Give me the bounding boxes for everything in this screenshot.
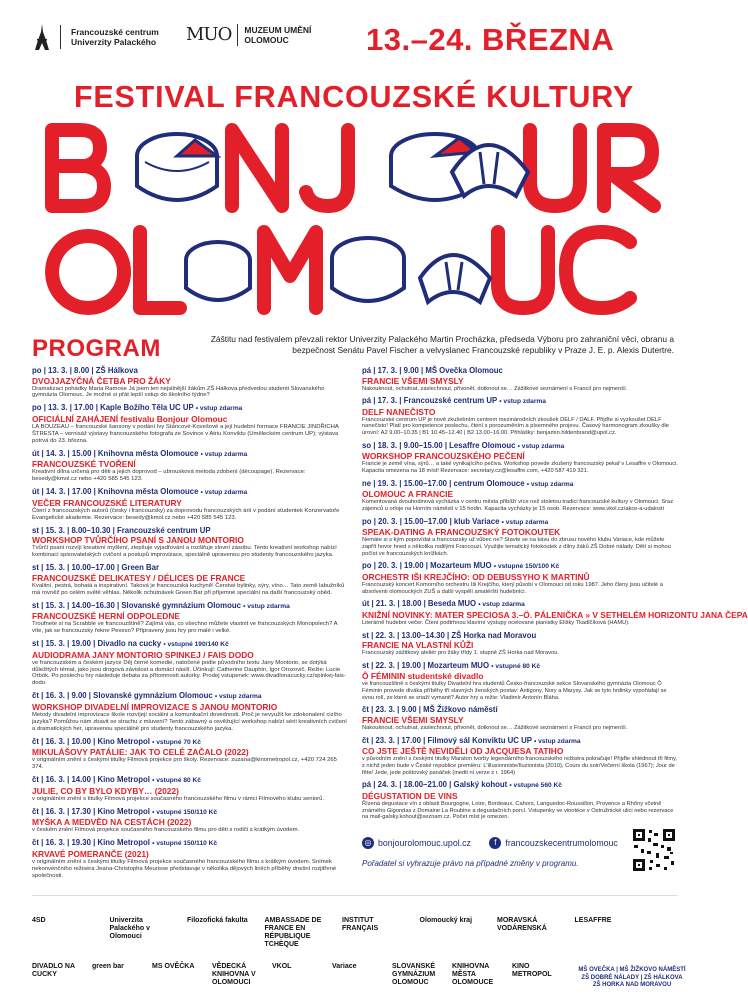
partner-schools: MŠ OVEČKA | MŠ ŽIŽKOVO NÁMĚSTÍ ZŠ DOBRÉ NÁLADY | ZŠ HÁLKOVA ZŠ HORKA NAD MORAVOU <box>578 967 686 988</box>
event-when-where <box>32 563 350 573</box>
event-title: WORKSHOP TVŮRČÍHO PSANÍ S JANOU MONTORIO <box>32 535 244 546</box>
event-description: Francouzské centrum UP je nově zkušebním centrem mezinárodních zkoušek DELF / DALF. Přijďte si vyzkoušet DELF nanečisto! Platí pro kompetence poslechu, čtení s porozuměním a písemného projevu. Časový harmonogram zkoušky dle úrovní: A2 9.00–10.35 | B1 10.45–12.40 | B2 13.00–16.00. Přihlášky: benjamin.hildenbrand@upol.cz. <box>362 416 669 437</box>
partner-logo: MORAVSKÁ VODÁRENSKÁ <box>497 917 547 932</box>
partner-logo: Variace <box>332 963 357 970</box>
event-admission: • vstupné 80 Kč <box>152 777 201 785</box>
event-when-where <box>32 775 350 786</box>
partner-logo: INSTITUT FRANÇAIS <box>342 917 379 932</box>
facebook-icon: f <box>489 837 501 849</box>
partner-logo: green bar <box>92 963 124 970</box>
event-when-where <box>362 396 680 407</box>
bonjour-olomouc-wordmark <box>30 116 680 316</box>
facebook-link[interactable] <box>489 837 617 849</box>
partner-logo: Univerzita Palackého v Olomouci <box>109 917 150 940</box>
muo-logo <box>186 24 311 46</box>
event-datetime-venue: út | 14. 3. | 17.00 | Knihovna města Olomouce <box>32 487 199 497</box>
event-description: Nakouknout, ochutnat, zaslechnout, přivonět, dotknout se… Zážitkové seznámení s Francií pro nejmenší. <box>362 385 628 392</box>
event-title: OLOMOUC A FRANCIE <box>362 489 454 500</box>
event-when-where <box>362 736 680 747</box>
event-title: MIKULÁŠOVY PATÁLIE: JAK TO CELÉ ZAČALO (2022) <box>32 747 249 758</box>
patronage-statement: Záštitu nad festivalem převzali rektor Univerzity Palackého Martin Procházka, předseda Výboru pro zahraniční věci, obranu a bezpečnost Senátu Pavel Fischer a velvyslanec Francouzské republiky v Praze J. E. p. Alexis Dutertre. <box>210 334 674 355</box>
event-datetime-venue: so | 18. 3. | 9.00–15.00 | Lesaffre Olomouc <box>362 440 516 450</box>
event-admission: • vstupné 70 Kč <box>152 738 201 746</box>
program-event <box>362 661 680 702</box>
partner-logo: AMBASSADE DE FRANCE EN RÉPUBLIQUE TCHÈQUE <box>264 917 322 948</box>
eiffel-tower-icon <box>34 24 50 50</box>
program-event <box>32 807 350 834</box>
event-title: SPEAK-DATING A FRANCOUZSKÝ FOTOKOUTEK <box>362 527 561 538</box>
muo-name: MUZEUM UMĚNÍ OLOMOUC <box>244 25 312 45</box>
event-description: v originálním znění s českými titulky Filmová projekce současného francouzského filmu s krátkým úvodem. Snímek nekonvenčního režiséra Jeana-Christopha Meurisse představuje v několika dějových liniích příběhy dnešní rozjitřené společnosti. <box>32 858 337 879</box>
program-event <box>362 736 680 777</box>
partners-divider <box>32 895 677 896</box>
event-description: Francouzský koncert Komorního orchestru Iši Krejčího, který působí v Olomouci od roku 1987. Jeho členy jsou učitelé a absolventi olomouckých ZUŠ a další vyspělí amatérští hudebníci. <box>362 581 663 595</box>
event-when-where <box>32 691 350 702</box>
event-datetime-venue: čt | 16. 3. | 14.00 | Kino Metropol <box>32 775 150 785</box>
partner-logo: LESAFFRE <box>574 917 612 924</box>
event-when-where <box>362 631 680 641</box>
event-datetime-venue: st | 15. 3. | 10.00–17.00 | Green Bar <box>32 563 160 573</box>
event-description: v původním znění s českými titulky Maraton tvorby legendárního francouzského režiséra pokračuje! Přijďte shlédnout tři filmy, z nichž jeden bude v České republice premiéru: L'illusionniste/Iluzionista (2010), Cours du soir/Večerní škola (1967); Jour de fête/ Jede, jede poštovský panáček (inedit ní verze z r. 1964) <box>362 756 678 776</box>
globe-icon: ◎ <box>362 837 374 849</box>
partner-logo: DIVADLO NA CUCKY <box>32 963 75 978</box>
event-when-where <box>362 441 680 452</box>
event-datetime-venue: čt | 16. 3. | 10.00 | Kino Metropol <box>32 736 150 746</box>
event-description: Francie je země vína, sýrů… a také vynikajícího pečiva. Workshop povede zkušený francouzský pekař v Lesaffre v Olomouci. Kapacita omezena na 18 míst! Rezervace: secretary.cz@lesaffre.com, +420 587 419 321. <box>362 461 678 475</box>
event-title: FRANCOUZSKÉ HERNÍ ODPOLEDNE <box>32 611 180 622</box>
partner-logo: MS OVĚČKA <box>152 963 195 970</box>
event-title: WORKSHOP DIVADELNÍ IMPROVIZACE S JANOU MONTORIO <box>32 701 278 712</box>
event-title: CO JSTE JEŠTĚ NEVIDĚLI OD JACQUESA TATIHO <box>362 746 564 757</box>
upol-centre-name: Francouzské centrum Univerzity Palackého <box>71 27 159 47</box>
event-title: ORCHESTR IŠI KREJČÍHO: OD DEBUSSYHO K MARTINŮ <box>362 571 590 582</box>
event-when-where <box>32 403 350 414</box>
event-datetime-venue: čt | 16. 3. | 19.30 | Kino Metropol <box>32 838 150 848</box>
partner-logo: VĚDECKÁ KNIHOVNA V OLOMOUCI <box>212 963 256 986</box>
event-datetime-venue: po | 13. 3. | 17.00 | Kaple Božího Těla UC UP <box>32 403 194 413</box>
logo-divider <box>237 24 238 46</box>
program-event <box>32 775 350 802</box>
partner-logo: Olomoucký kraj <box>419 917 473 924</box>
event-title: KRVAVÉ POMERANČE (2021) <box>32 848 149 859</box>
program-event <box>362 366 680 392</box>
event-description: Literárně hudební večer. Čtení podtrhnou klavírní výstupy ocelované pianistky Elišky Tkadlčíková (HAMU). <box>362 619 630 626</box>
partner-logos <box>0 895 707 1000</box>
event-when-where <box>32 601 350 612</box>
event-when-where <box>362 479 680 490</box>
event-datetime-venue: po | 20. 3. | 19.00 | Mozarteum MUO <box>362 561 492 571</box>
event-datetime-venue: st | 22. 3. | 19.00 | Mozarteum MUO <box>362 660 490 670</box>
program-event <box>362 517 680 558</box>
event-datetime-venue: čt | 23. 3. | 17.00 | Filmový sál Konviktu UC UP <box>362 735 532 745</box>
event-admission: • vstup zdarma <box>526 480 574 488</box>
event-datetime-venue: pá | 24. 3. | 18.00–21.00 | Galský kohout <box>362 780 508 790</box>
event-title: FRANCIE VŠEMI SMYSLY <box>362 714 464 725</box>
event-when-where <box>32 737 350 748</box>
event-admission: • vstupné 150/110 Kč <box>152 808 218 816</box>
event-description: Francouzský zážitkový ateliér pro žáky třídy 1. stupně ZŠ Horka nad Moravou. <box>362 650 559 657</box>
event-datetime-venue: ne | 19. 3. | 15.00–17.00 | centrum Olomouce <box>362 478 525 488</box>
event-title: FRANCIE VŠEMI SMYSLY <box>362 375 464 386</box>
event-datetime-venue: st | 15. 3. | 19.00 | Divadlo na cucky <box>32 639 162 649</box>
event-title: VEČER FRANCOUZSKÉ LITERATURY <box>32 497 182 508</box>
program-column-left <box>32 366 350 884</box>
event-datetime-venue: út | 14. 3. | 15.00 | Knihovna města Olomouce <box>32 448 199 458</box>
event-datetime-venue: čt | 23. 3. | 9.00 | MŠ Žižkovo náměstí <box>362 705 498 715</box>
event-title: KNIŽNÍ NOVINKY: MATER SPECIOSA 3.–Ö. PÁLENIČKA » V SETHELÉM HORIZONTU JANA ČEPA <box>362 609 748 620</box>
event-admission: • vstup zdarma <box>214 693 262 701</box>
qr-code[interactable] <box>631 827 677 873</box>
cheese-wheel-icons <box>137 134 528 302</box>
program-event <box>362 396 680 437</box>
partner-logo: 4SD <box>32 917 46 924</box>
event-datetime-venue: čt | 16. 3. | 17.30 | Kino Metropol <box>32 806 150 816</box>
event-admission: • vstup zdarma <box>243 602 290 610</box>
event-admission: • vstup zdarma <box>517 442 565 450</box>
event-datetime-venue: pá | 17. 3. | Francouzské centrum UP <box>362 396 498 406</box>
event-title: AUDIODRAMA JANY MONTORIO SPINKEJ / FAIS DODO <box>32 649 254 660</box>
event-when-where <box>362 599 680 610</box>
partner-logo: Filozofická fakulta <box>187 917 248 924</box>
event-when-where <box>32 838 350 849</box>
program-event <box>362 561 680 595</box>
website-link[interactable] <box>362 837 471 849</box>
program-event <box>362 479 680 513</box>
event-datetime-venue: st | 15. 3. | 14.00–16.30 | Slovanské gymnázium Olomouc <box>32 600 241 610</box>
event-description: Nakouknout, ochutnat, zaslechnout, přivonět, dotknout se… Zážitkové seznámení s Francií pro nejmenší. <box>362 724 628 731</box>
event-description: v originálním znění s titulky Filmová projekce současného francouzského filmu v rámci Filmového klubu seniorů. <box>32 795 325 802</box>
event-description: Troufnete si na Scrabble ve francouzštině? Zajímá vás, co všechno můžete vlastnit ve francouzských Monopolech? A víte, jak se francouzsky řekne Pexeso? Připraveny jsou hry pro malé i velké. <box>32 621 338 635</box>
event-title: WORKSHOP FRANCOUZSKÉHO PEČENÍ <box>362 451 525 462</box>
partner-logo: SLOVANSKÉ GYMNÁZIUM OLOMOUC <box>392 963 436 986</box>
event-admission: • vstup zdarma <box>200 450 248 458</box>
event-title: Ô FÉMININ studentské divadlo <box>362 671 484 682</box>
event-title: FRANCOUZSKÉ DELIKATESY / DÉLICES DE FRANCE <box>32 572 246 583</box>
event-description: Čtení z francouzských autorů (česky i francouzsky) za doprovodu francouzských árií v podání studentek Konzervatoře Evangelické akademie. Rezervace: besedy@kmol.cz nebo +420 585 545 123. <box>32 507 340 521</box>
event-datetime-venue: st | 22. 3. | 13.00–14.30 | ZŠ Horka nad Moravou <box>362 630 537 640</box>
event-title: FRANCIE NA VLASTNÍ KŮŽI <box>362 640 474 651</box>
event-when-where <box>32 449 350 460</box>
event-when-where <box>362 561 680 572</box>
event-description: Řízená degustace vín z oblasti Bourgogne, Loire, Bordeaux, Cahors, Languedoc-Roussillon, Provence a Rhôny včetně známého Gigondas z Domaine La Roubine a degustačních porcí. Vstupenky ve vinotéce v Ostružnické ulici nebo rezervace na mail-galsky.kohout@seznam.cz. Počet míst je omezen. <box>362 800 674 821</box>
event-admission: • vstupné 560 Kč <box>509 782 562 790</box>
event-description: Kreativní dílna určená pro děti a jejich doprovod – ubrousková metoda zdobení (découpage). Rezervace: besedy@kmol.cz nebo +420 585 545 123. <box>32 469 306 483</box>
event-admission: • vstupné 150/100 Kč <box>493 563 560 571</box>
event-when-where <box>362 366 680 376</box>
logo-divider <box>60 25 61 49</box>
event-when-where <box>32 526 350 536</box>
muo-logo-mark: MUO <box>186 24 232 45</box>
event-when-where <box>362 517 680 528</box>
event-datetime-venue: po | 13. 3. | 8.00 | ZŠ Hálkova <box>32 366 138 375</box>
program-event <box>32 449 350 483</box>
program-event <box>32 366 350 399</box>
event-datetime-venue: po | 20. 3. | 15.00–17.00 | klub Variace <box>362 516 500 526</box>
event-description: Metody divadelní improvizace škole rozvíjejí sociální a komunikační dovednosti. Proč je nevyužít ke zdokonalení cizího jazyka? Pomůžou nám zbavit se strachu z mluvení? Tento zábavný a osvěžující workshop nabízí sérii kreativních cvičení a dramatických her, upravenou speciálně pro studenty francouzského jazyka. <box>32 711 347 732</box>
event-description: Nemáte si s kým popovídat a francouzsky už vůbec ne? Stavte se na kávu do zbrusu nového klubu Variace, kde můžete zapřít hovor hned s několika rodilými Francouzi. Využijte tematický fotokoutek z dílny žáků ZŠ Dobré nálady. Dětí si mohou počíst ve francouzských knížkách. <box>362 537 671 557</box>
program-change-disclaimer: Pořadatel si vyhrazuje právo na případné změny v programu. <box>362 859 579 868</box>
program-column-right <box>362 366 748 825</box>
event-when-where <box>32 807 350 818</box>
event-description: LA BOUZEAU – francouzské šansony v podání Ivy Stáncové-Kovešové a její hudební formace FRANCIE JINDŘICHA ŠTRESTA – vernisáž výstavy francouzského fotografa ze Sovince v Atriu Konviktu (Uměleckém centrum UP); výstava potrvá do 23. března. <box>32 423 339 444</box>
program-event <box>362 705 680 731</box>
program-event <box>32 838 350 879</box>
event-datetime-venue: út | 21. 3. | 18.00 | Beseda MUO <box>362 599 477 609</box>
event-title: DÉGUSTATION DE VINS <box>362 790 458 801</box>
event-admission: • vstup zdarma <box>478 601 525 609</box>
partner-logo: KINO METROPOL <box>512 963 552 978</box>
event-when-where <box>362 661 680 672</box>
event-datetime-venue: pá | 17. 3. | 9.00 | MŠ Ovečka Olomouc <box>362 366 503 375</box>
festival-title: FESTIVAL FRANCOUZSKÉ KULTURY <box>73 80 635 114</box>
event-admission: • vstup zdarma <box>533 737 581 745</box>
event-admission: • vstup zdarma <box>499 398 546 406</box>
event-admission: • vstup zdarma <box>501 518 549 526</box>
event-title: MYŠKA A MEDVĚD NA CESTÁCH (2022) <box>32 817 192 828</box>
event-admission: • vstup zdarma <box>195 405 243 413</box>
event-description: Kvalitní, pestrá, bohatá a inspirativní. Taková je francouzská kuchyně! Čerstvé bylinky, sýry, víno… Tato země labužníků má rovněž po celém světě věhlas. Několik ochutnávek Green Bar při příjemné speciální na další francouzský oběd. <box>32 582 345 596</box>
event-description: v originálním znění s českými titulky Filmová projekce pro školy. Rezervace: zuzana@kinometropol.cz, +420 724 265 374. <box>32 757 337 771</box>
festival-dates: 13.–24. BŘEZNA <box>366 22 615 57</box>
event-when-where <box>32 639 350 650</box>
event-when-where <box>32 487 350 498</box>
partner-logo: VKOL <box>272 963 292 970</box>
event-when-where <box>32 366 350 376</box>
event-when-where <box>362 705 680 715</box>
event-description: Komentovaná dvouhodinová vycházka v centru města přiblíží více než stoletou tradici francouzské kultury v Olomouci. Sraz zájemců u orloje na Horním náměstí v 15 hodin. Kapacita vycházky je 15 osob. Rezervace: www.vkol.cz/akce-a-udalosti <box>362 499 674 513</box>
event-description: Dramatizaci pohádky Maria Ramose Já jsem ten nejsilnější žákům ZŠ Hálkova předvedou studenti Slovanského gymnázia Olomouc. Je možné si přát lepší vstup do školního týdne? <box>32 385 325 399</box>
event-when-where <box>362 780 680 791</box>
event-title: JULIE, CO BY BYLO KDYBY… (2022) <box>32 785 179 796</box>
event-datetime-venue: čt | 16. 3. | 9.00 | Slovanské gymnázium Olomouc <box>32 691 213 701</box>
partner-logo: KNIHOVNA MĚSTA OLOMOUCE <box>452 963 494 986</box>
event-admission: • vstupné 150/110 Kč <box>152 840 218 848</box>
event-description: Tvůrčí psaní rozvíjí kreativní myšlení, zlepšuje vyjadřování a rozšiřuje slovní zásobu. Tento kreativní workshop nabízí kombinaci spisovatelských cvičení a postupů improvizace, speciálně upravenou pro studenty francouzského jazyka. <box>32 545 337 559</box>
event-title: OFICIÁLNÍ ZAHÁJENÍ festivalu Bonjour Olomouc <box>32 413 228 424</box>
program-event <box>32 563 350 596</box>
upol-french-centre-logo <box>34 24 159 50</box>
header <box>0 0 707 75</box>
program-event <box>32 691 350 732</box>
event-description: ve francouzštině s českými titulky Divadelní hra studentů Česko-francouzské sekce Slovanského gymnázia Olomouc Ô Féminin provede diváka příběhy tří slavných ženských postav: Antigony, Nory a Marysy. Jak se tyto hrdinky vypořádají se svou rolí, ze které se snaží vymanit? Autor hry a režie: Vladimír Antonín Bláha. <box>362 681 667 701</box>
event-admission: • vstupné 190/140 Kč <box>163 641 229 649</box>
program-event <box>32 403 350 444</box>
event-title: FRANCOUZSKÉ TVOŘENÍ <box>32 459 136 470</box>
program-event <box>362 441 680 475</box>
program-event <box>362 599 748 626</box>
event-admission: • vstup zdarma <box>200 489 248 497</box>
event-datetime-venue: st | 15. 3. | 8.00–10.30 | Francouzské centrum UP <box>32 525 211 535</box>
event-description: ve francouzském a českém jazyce Děj černé komedie, natočené podle původního textu Jany Montorio, se dotýká důležitých témat, jako jsou drogová závislost a domácí násilí. Účinkují: Catherine Dauphin, Igor Orozovič. Režie: Lucie Orbók. Po poslechu hry následuje debata za přítomnosti autorky. Prodej vstupenek: www.divadlonacucky.cz/spinkej-fais-dodo. <box>32 659 346 687</box>
event-description: v českém znění Filmová projekce současného francouzského filmu pro děti s rodiči s krátkým úvodem. <box>32 827 300 834</box>
program-event <box>32 737 350 771</box>
event-admission: • vstupné 80 Kč <box>491 662 541 670</box>
facebook-handle: francouzskecentrumolomouc <box>505 837 618 848</box>
event-title: DVOJJAZYČNÁ ČETBA PRO ŽÁKY <box>32 375 171 386</box>
program-event <box>32 639 350 687</box>
website-url: bonjourolomouc.upol.cz <box>378 837 471 848</box>
program-event <box>362 780 680 821</box>
event-title: DELF NANEČISTO <box>362 406 436 417</box>
program-event <box>32 526 350 559</box>
program-event <box>32 601 350 635</box>
program-event <box>32 487 350 521</box>
program-event <box>362 631 680 657</box>
program-heading: PROGRAM <box>32 335 161 362</box>
